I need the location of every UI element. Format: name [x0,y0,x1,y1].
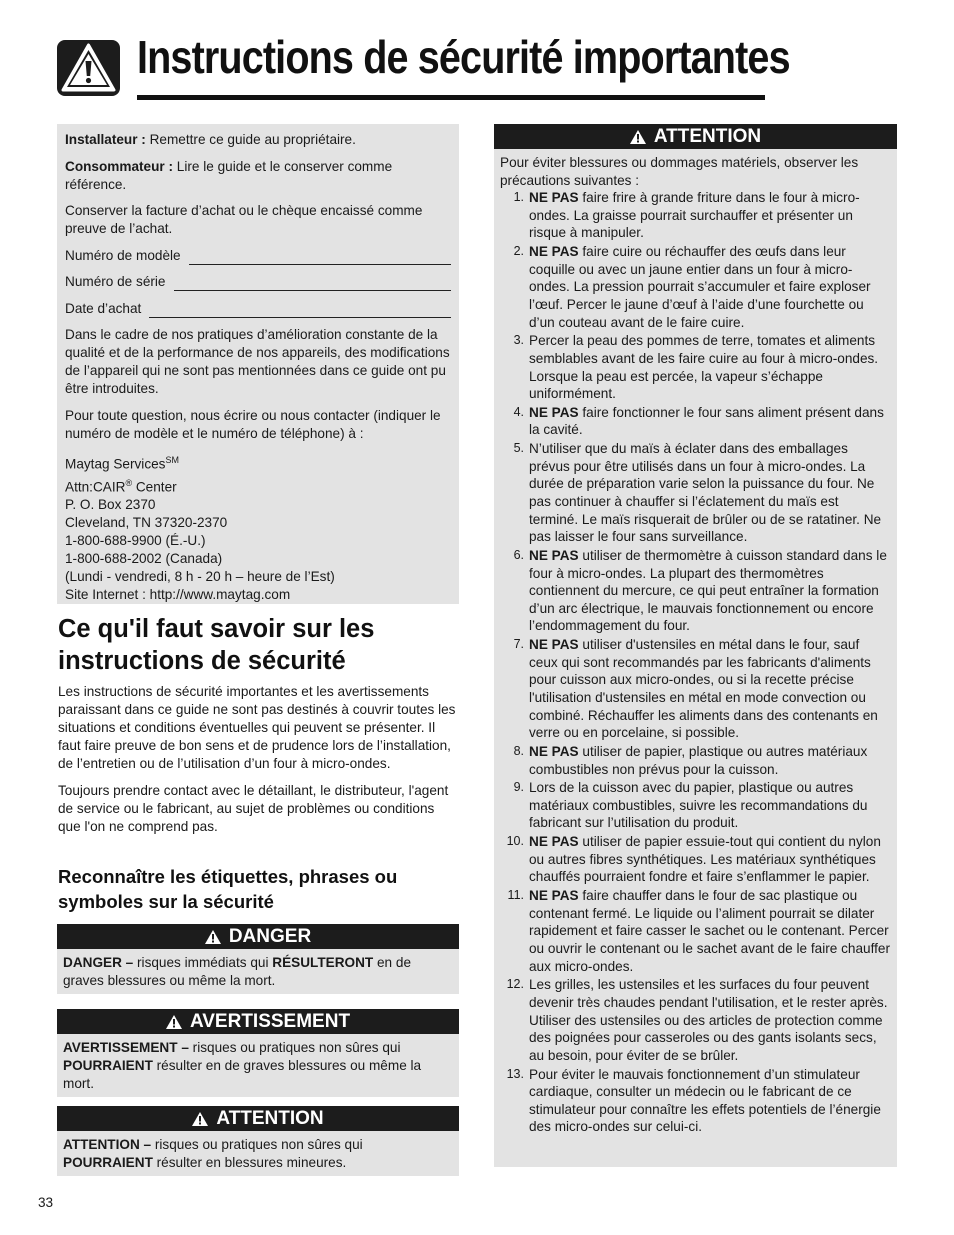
title-rule [137,95,765,100]
attention-item [494,833,891,886]
question-text: Pour toute question, nous écrire ou nous contacter (indiquer le numéro de modèle et le numéro de téléphone) à : [65,407,441,441]
warning-triangle-icon [205,930,221,944]
warning-body [57,1034,459,1097]
attention-heading: ATTENTION [653,125,762,147]
attention-item-text [529,243,891,331]
attention-item [494,743,891,778]
attention-item-text [529,332,891,402]
section-body [58,683,458,845]
attention-item-number: 11. [507,888,524,903]
contact-phone-ca: 1-800-688-2002 (Canada) [65,551,223,567]
consumer-text: Lire le guide et le conserver comme référence. [65,158,393,192]
attention-item-bold: NE PAS [529,834,579,850]
danger-bold: RÉSULTERONT [272,955,374,970]
attention-item [494,189,891,242]
attention-item-bold: NE PAS [529,548,579,563]
purchase-date-label: Date d’achat [65,300,142,316]
attention-item [494,332,891,402]
attention-item-number: 6. [513,548,524,562]
attention-item-body: Lors de la cuisson avec du papier, plastique ou autres matériaux combustibles, suivre les recommandations du fabricant sur l’utilisation du produit. [529,780,868,831]
attention-item-body: utiliser de papier essuie-tout qui contient du nylon ou autres fibres synthétiques. Les matériaux synthétiques chauffés pourraient fondre et faire s’enflammer le papier. [529,834,881,885]
attention-item-text [529,743,891,778]
warning-text-1: risques ou pratiques non sûres qui [188,1040,401,1055]
installer-text: Remettre ce guide au propriétaire. [145,132,356,147]
attention-item-number: 7. [513,637,524,652]
caution-heading-bar [57,1106,459,1131]
section-title: Ce qu'il faut savoir sur les instructions de sécurité [58,615,375,675]
attention-item [494,976,891,1064]
attention-item [494,440,891,546]
attention-item-number: 12. [506,977,524,992]
warning-heading: AVERTISSEMENT [189,1010,351,1032]
serial-number-field [65,273,451,291]
warning-exclamation-icon [57,40,120,96]
contact-city: Cleveland, TN 37320-2370 [65,515,228,531]
contact-attn [65,474,451,497]
attention-item [494,636,891,742]
contact-phone-us: 1-800-688-9900 (É.-U.) [65,533,206,549]
attention-intro: Pour éviter blessures ou dommages matériels, observer les précautions suivantes : [500,155,859,188]
danger-heading-bar [57,924,459,949]
attention-box [494,124,897,1167]
warning-bold: POURRAIENT [63,1058,153,1073]
danger-body [57,949,459,994]
model-number-label: Numéro de modèle [65,247,181,263]
attn-post: Center [132,479,177,495]
serial-number-blank [174,277,452,291]
warning-triangle-icon [192,1112,208,1126]
contact-hours: (Lundi - vendredi, 8 h - 20 h – heure de l’Est) [65,569,335,585]
danger-text-2: en de graves blessures ou même la mort. [63,955,412,988]
warning-triangle-icon [630,130,646,144]
caution-heading: ATTENTION [216,1107,324,1129]
attention-item [494,404,891,439]
attention-item-body: faire cuire ou réchauffer des œufs dans leur coquille ou avec un jaune entier dans un four à micro-ondes. La pression pourrait s’accumuler et faire exploser l’œuf. Percer le jaune d’œuf à l’aide d’une fourchette ou d’un couteau avant de le faire cuire. [529,244,871,330]
registered-mark: ® [125,477,133,488]
attention-item-bold: NE PAS [529,743,579,759]
page-number: 33 [38,1195,54,1210]
contact-company [65,451,451,474]
danger-heading: DANGER [228,925,312,947]
attention-item-number: 5. [513,441,524,456]
consumer-line [65,158,451,194]
page-title: Instructions de sécurité importantes [137,31,790,83]
attention-item-bold: NE PAS [529,888,579,904]
attention-heading-bar [494,124,897,149]
attention-item-text [529,887,891,975]
attention-item-text [529,636,891,742]
attention-item-number: 9. [513,780,524,795]
attention-item-number: 4. [513,404,524,419]
installer-label: Installateur : [65,132,146,147]
attention-item-body: faire chauffer dans le four de sac plastique ou contenant fermé. Le liquide ou l’aliment pourrait se dilater rapidement et faire casser le sachet ou le contenant. Percer ou ouvrir le contenant ou le sachet avant de le faire chauffer aux micro-ondes. [529,888,890,974]
attention-item-text [529,833,891,886]
caution-bold: POURRAIENT [63,1155,153,1170]
attention-item-body: Percer la peau des pommes de terre, tomates et aliments semblables avant de les faire cuire au four à micro-ondes. Lorsque la peau est percée, la vapeur s’échappe uniformément. [529,333,879,402]
caution-body [57,1131,459,1176]
caution-text-1: risques ou pratiques non sûres qui [151,1137,363,1152]
attention-item [494,547,891,635]
attention-list [494,189,897,1136]
attn-pre: Attn:CAIR [65,479,126,495]
attention-item-text [529,440,891,546]
attention-item-body: Pour éviter le mauvais fonctionnement d’un stimulateur cardiaque, consulter un médecin ou le fabricant de ce stimulateur pour connaître les effets potentiels de l’énergie des micro-ondes sur celui-ci. [529,1066,881,1135]
attention-item-body: N’utiliser que du maïs à éclater dans des emballages prévus pour être utilisés dans un four à micro-ondes. La durée de préparation varie selon la puissance du four. Ne pas continuer à chauffer si l’éclatement du maïs est terminé. Le maïs risquerait de brûler ou de se ratatiner. Ne pas laisser le four sans surveillance. [529,441,882,545]
model-number-field [65,247,451,265]
contact-box: P. O. Box 2370 [65,497,156,513]
warning-lead: AVERTISSEMENT – [63,1040,189,1055]
attention-item-bold: NE PAS [529,244,579,260]
attention-item-text [529,976,891,1064]
attention-item [494,887,891,975]
attention-item-bold: NE PAS [529,190,579,206]
attention-item-number: 10. [506,834,524,849]
receipt-text: Conserver la facture d’achat ou le chèque encaissé comme preuve de l’achat. [65,203,423,236]
warning-heading-bar [57,1009,459,1034]
attention-item-body: faire fonctionner le four sans aliment présent dans la cavité. [529,404,884,438]
attention-item-text [529,189,891,242]
company-name: Maytag Services [65,456,166,472]
model-number-blank [189,251,451,265]
section-para-1: Les instructions de sécurité importantes et les avertissements paraissant dans ce guide ne sont pas destinés à couvrir toutes les situations et conditions éventuelles qui peuvent se présenter. Il faut faire preuve de bon sens et de prudence lors de l’installation, de l’entretien ou de l’utilisation d’un four à micro-ondes. [58,684,456,771]
attention-item-text [529,547,891,635]
attention-item-bold: NE PAS [529,637,579,653]
danger-label-box [57,924,459,994]
danger-text-1: risques immédiats qui [133,955,273,970]
installer-line [65,131,451,149]
attention-item [494,779,891,832]
caution-text-2: résulter en blessures mineures. [152,1155,347,1170]
attention-item-text [529,779,891,832]
section-para-2: Toujours prendre contact avec le détaillant, le distributeur, l'agent de service ou le fabricant, au sujet de problèmes ou conditions que l'on ne comprend pas. [58,783,449,834]
contact-website: Site Internet : http://www.maytag.com [65,587,291,603]
caution-lead: ATTENTION – [63,1137,152,1152]
attention-item-number: 1. [513,190,524,205]
section-subtitle: Reconnaître les étiquettes, phrases ou symboles sur la sécurité [58,866,398,912]
attention-item-number: 8. [513,743,524,758]
attention-item-text [529,404,891,439]
attention-item-body: faire frire à grande friture dans le four à micro-ondes. La graisse pourrait surchauffer et présenter un risque à manipuler. [529,190,860,241]
purchase-date-field [65,300,451,318]
attention-item-body: utiliser d'ustensiles en métal dans le four, sauf ceux qui sont recommandés par les fabricants d'aliments pour cuisson aux micro-ondes, ou si la recette précise l'utilisation d'ustensiles en métal en mode convection ou combiné. Réchauffer les aliments dans des contenants en verre ou en porcelaine, si possible. [529,637,878,741]
service-mark: SM [165,455,179,465]
warning-label-box [57,1009,459,1097]
attention-item-number: 2. [513,244,524,259]
attention-item-body: Les grilles, les ustensiles et les surfaces du four peuvent devenir très chaudes pendant l'utilisation, et le rester après. Utiliser des ustensiles ou des articles de protection comme des poignées pour casseroles ou des gants isolants secs, au besoin, pour éviter de se brûler. [529,977,888,1063]
danger-lead: DANGER – [63,955,134,970]
attention-item-text [529,1066,891,1136]
serial-number-label: Numéro de série [65,274,166,289]
consumer-label: Consommateur : [65,158,174,174]
owner-info-box [57,124,459,604]
attention-item [494,1066,891,1136]
attention-item [494,243,891,331]
purchase-date-blank [149,304,451,318]
improvement-text: Dans le cadre de nos pratiques d’amélioration constante de la qualité et de la performance de nos appareils, des modifications de l’appareil qui ne sont pas mentionnées dans ce guide ont pu être introduites. [65,327,450,396]
attention-item-number: 13. [506,1066,524,1081]
attention-item-body: utiliser de thermomètre à cuisson standard dans le four à micro-ondes. La plupart des thermomètres contiennent du mercure, ce qui peut entraîner la formation d’un arc électrique, le mauvais fonctionnement ou encore l’endommagement du four. [529,548,887,634]
attention-item-bold: NE PAS [529,404,579,420]
attention-item-body: utiliser de papier, plastique ou autres matériaux combustibles non prévus pour la cuisson. [529,743,868,777]
contact-block [65,451,451,604]
warning-text-2: résulter en de graves blessures ou même la mort. [63,1058,422,1091]
warning-triangle-icon [166,1015,182,1029]
caution-label-box [57,1106,459,1176]
attention-item-number: 3. [513,333,524,348]
